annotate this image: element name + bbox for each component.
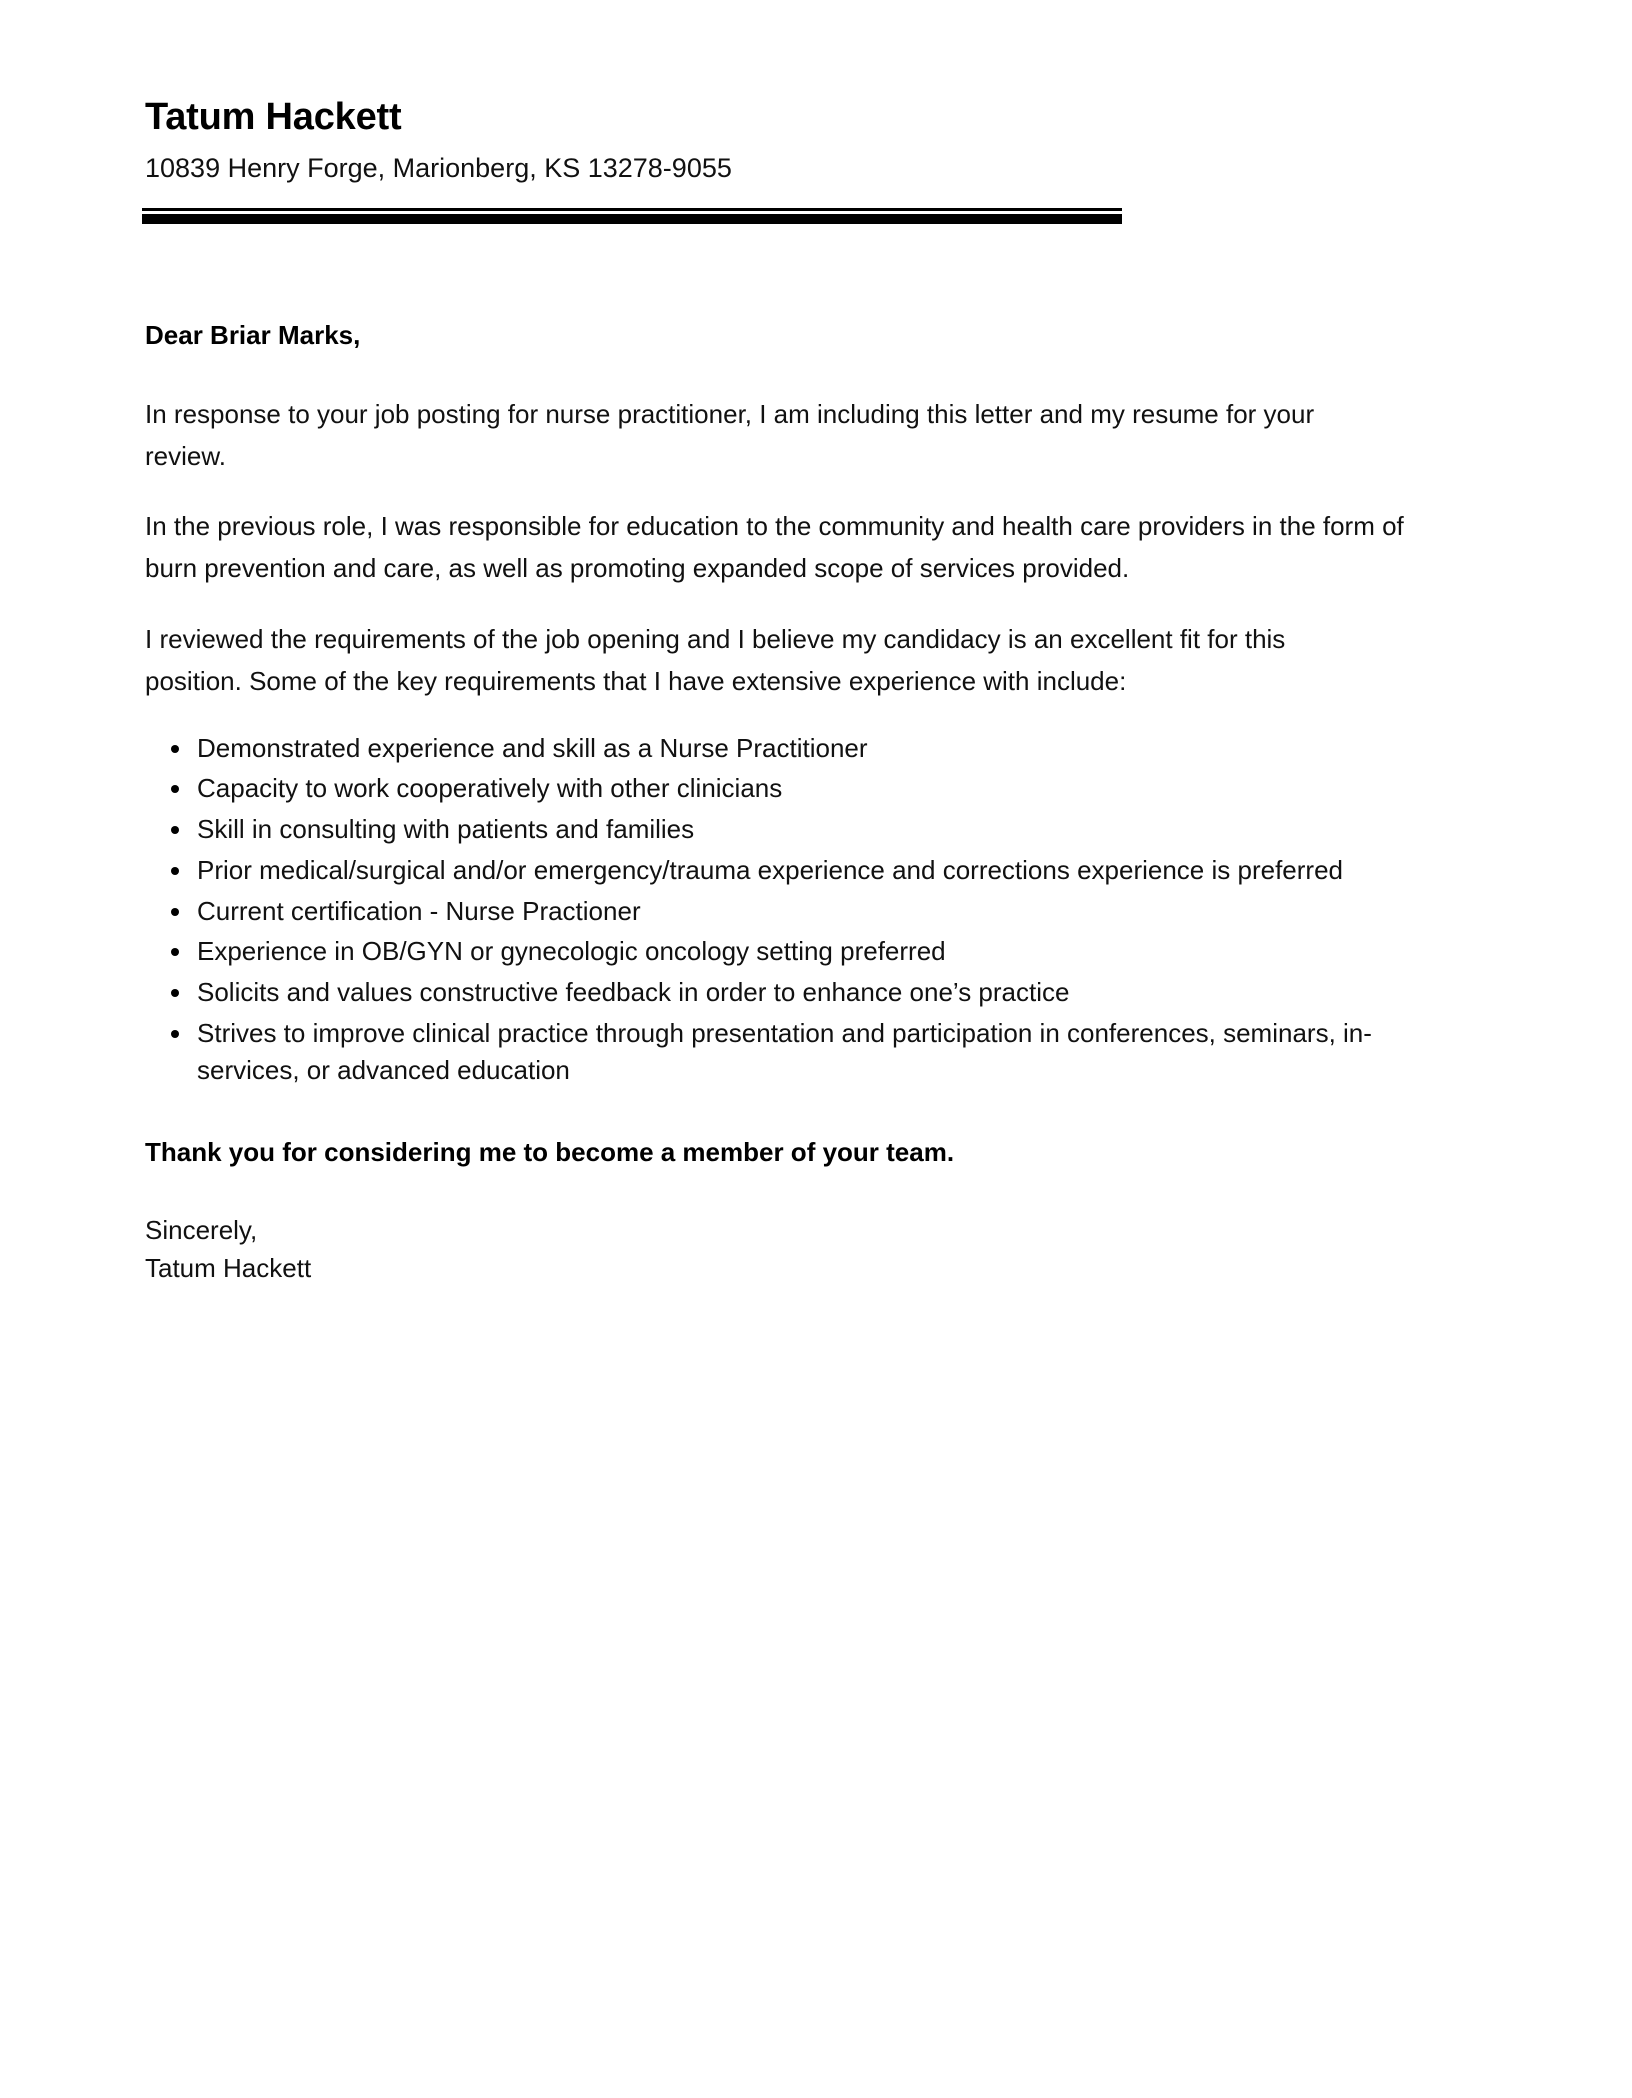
- body-paragraph-3: I reviewed the requirements of the job opening and I believe my candidacy is an excellent fit for this position. Some of the key requirements that I have extensive experience with include:: [145, 623, 1286, 696]
- letter-body: [145, 318, 1460, 1288]
- list-item: Current certification - Nurse Practioner: [145, 893, 1460, 931]
- header-divider: [142, 208, 1122, 224]
- list-item: Strives to improve clinical practice through presentation and participation in conferences, seminars, in-services, or advanced education: [145, 1015, 1460, 1090]
- body-paragraph-1: In response to your job posting for nurse practitioner, I am including this letter and my resume for your review.: [145, 399, 1315, 472]
- body-paragraph-2: In the previous role, I was responsible for education to the community and health care providers in the form of burn prevention and care, as well as promoting expanded scope of services provided.: [145, 511, 1404, 584]
- page-title: Tatum Hackett: [145, 96, 402, 138]
- requirements-list: [145, 730, 1460, 1090]
- list-item: Skill in consulting with patients and families: [145, 811, 1460, 849]
- signature-name: Tatum Hackett: [145, 1253, 312, 1284]
- signoff-word: Sincerely,: [145, 1215, 258, 1246]
- list-item: Experience in OB/GYN or gynecologic oncology setting preferred: [145, 933, 1460, 971]
- salutation: Dear Briar Marks,: [145, 320, 361, 350]
- letterhead: [145, 96, 1465, 184]
- signature-block: [145, 1212, 1460, 1287]
- list-item: Capacity to work cooperatively with other clinicians: [145, 770, 1460, 808]
- closing-statement: Thank you for considering me to become a member of your team.: [145, 1136, 955, 1167]
- list-item: Prior medical/surgical and/or emergency/trauma experience and corrections experience is preferred: [145, 852, 1460, 890]
- list-item: Solicits and values constructive feedback in order to enhance one’s practice: [145, 974, 1460, 1012]
- list-item: Demonstrated experience and skill as a Nurse Practitioner: [145, 730, 1460, 768]
- divider-thick-rule: [142, 214, 1122, 224]
- sender-address: 10839 Henry Forge, Marionberg, KS 13278-9055: [145, 152, 732, 183]
